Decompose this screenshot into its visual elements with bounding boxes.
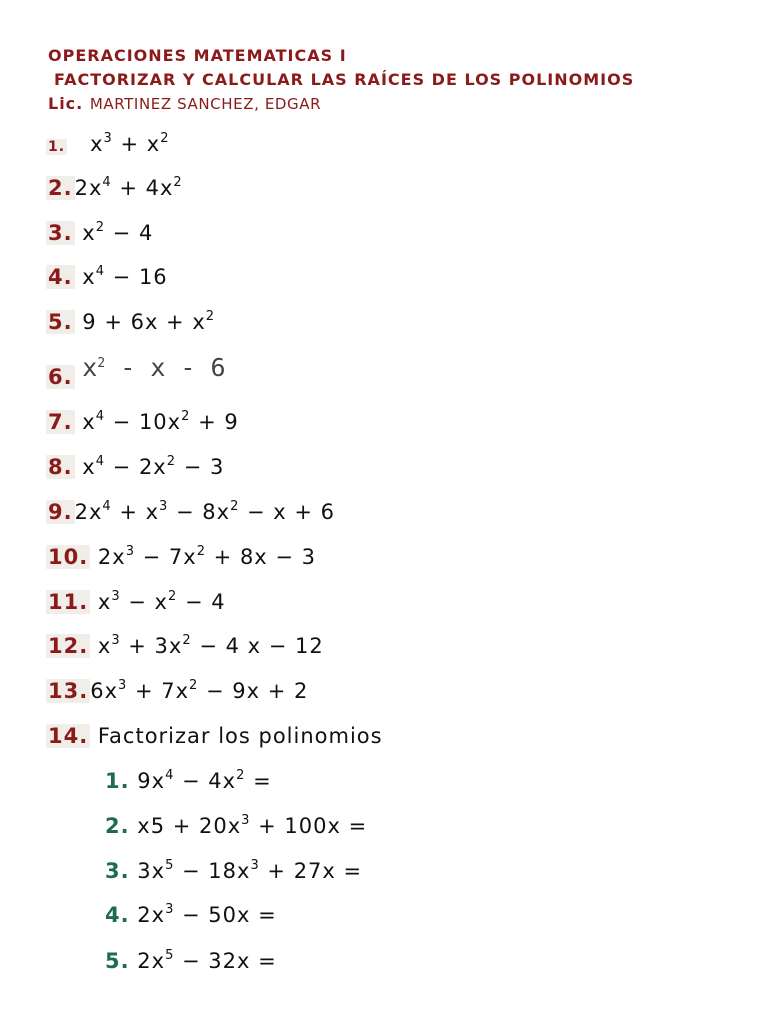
polynomial-image: $x^2$ - x - 6	[82, 353, 226, 382]
polynomial: $2x^5 - 32x$ =	[137, 948, 277, 973]
polynomial: $x^4 - 10x^2 + 9$	[82, 409, 239, 434]
polynomial: $2x^4 + 4x^2$	[74, 175, 183, 200]
subproblem-4	[105, 901, 277, 929]
problem-number: 5.	[48, 310, 73, 334]
author-line	[48, 92, 634, 116]
polynomial: $x^2 - 4$	[82, 220, 154, 245]
problem-number: 13.	[48, 679, 89, 703]
author-title: Lic.	[48, 94, 84, 113]
problem-2	[46, 174, 183, 202]
problem-number: 11.	[48, 590, 89, 614]
problem-7	[46, 408, 239, 436]
problem-number: 4.	[48, 265, 73, 289]
subproblem-number: 2.	[105, 814, 130, 838]
subproblem-number: 1.	[105, 769, 130, 793]
polynomial: $9x^4 - 4x^2$ =	[137, 768, 272, 793]
subproblem-1	[105, 767, 272, 795]
problem-number: 14.	[48, 724, 89, 748]
problem-6	[46, 353, 226, 391]
problem-number: 3.	[48, 221, 73, 245]
problem-number: 1.	[48, 139, 66, 155]
problem-4	[46, 263, 168, 291]
problem-number: 6.	[48, 365, 73, 389]
problem-1	[46, 130, 169, 161]
course-title: OPERACIONES MATEMATICAS I	[48, 46, 347, 65]
polynomial: $x^4 - 2x^2 - 3$	[82, 454, 225, 479]
polynomial: $x5 + 20x^3 + 100x$ =	[137, 813, 368, 838]
problem-5	[46, 308, 215, 336]
polynomial: $2x^3 - 50x$ =	[137, 902, 277, 927]
problem-11	[46, 588, 226, 616]
problem-13	[46, 677, 308, 705]
problem-12	[46, 632, 324, 660]
instruction-text: Factorizar los polinomios	[97, 724, 383, 748]
polynomial: $x^4 - 16$	[82, 264, 168, 289]
polynomial: $9 + 6x + x^2$	[82, 309, 216, 334]
polynomial: $x^3 - x^2 - 4$	[97, 589, 226, 614]
problem-8	[46, 453, 224, 481]
subproblem-2	[105, 812, 367, 840]
polynomial: $2x^4 + x^3 - 8x^2 - x + 6$	[74, 499, 336, 524]
problem-number: 12.	[48, 634, 89, 658]
document-header	[48, 44, 634, 116]
polynomial: $6x^3 + 7x^2 - 9x + 2$	[90, 678, 309, 703]
problem-3	[46, 219, 153, 247]
polynomial: $2x^3 - 7x^2 + 8x - 3$	[97, 544, 317, 569]
problem-number: 7.	[48, 410, 73, 434]
polynomial: $x^3 + 3x^2 - 4$ x − 12	[97, 633, 324, 658]
subproblem-number: 3.	[105, 859, 130, 883]
subproblem-number: 5.	[105, 949, 130, 973]
problem-number: 8.	[48, 455, 73, 479]
worksheet-title: FACTORIZAR Y CALCULAR LAS RAÍCES DE LOS POLINOMIOS	[54, 70, 635, 89]
subproblem-number: 4.	[105, 903, 130, 927]
subproblem-3	[105, 857, 362, 885]
problem-9	[46, 498, 335, 526]
polynomial: $3x^5 - 18x^3 + 27x$ =	[137, 858, 363, 883]
author-name: MARTINEZ SANCHEZ, EDGAR	[89, 95, 322, 113]
problem-number: 10.	[48, 545, 89, 569]
problem-number: 2.	[48, 176, 73, 200]
problem-number: 9.	[48, 500, 73, 524]
subproblem-5	[105, 947, 277, 975]
problem-10	[46, 543, 316, 571]
problem-14	[46, 722, 383, 750]
polynomial: $x^3 + x^2$	[90, 131, 170, 156]
